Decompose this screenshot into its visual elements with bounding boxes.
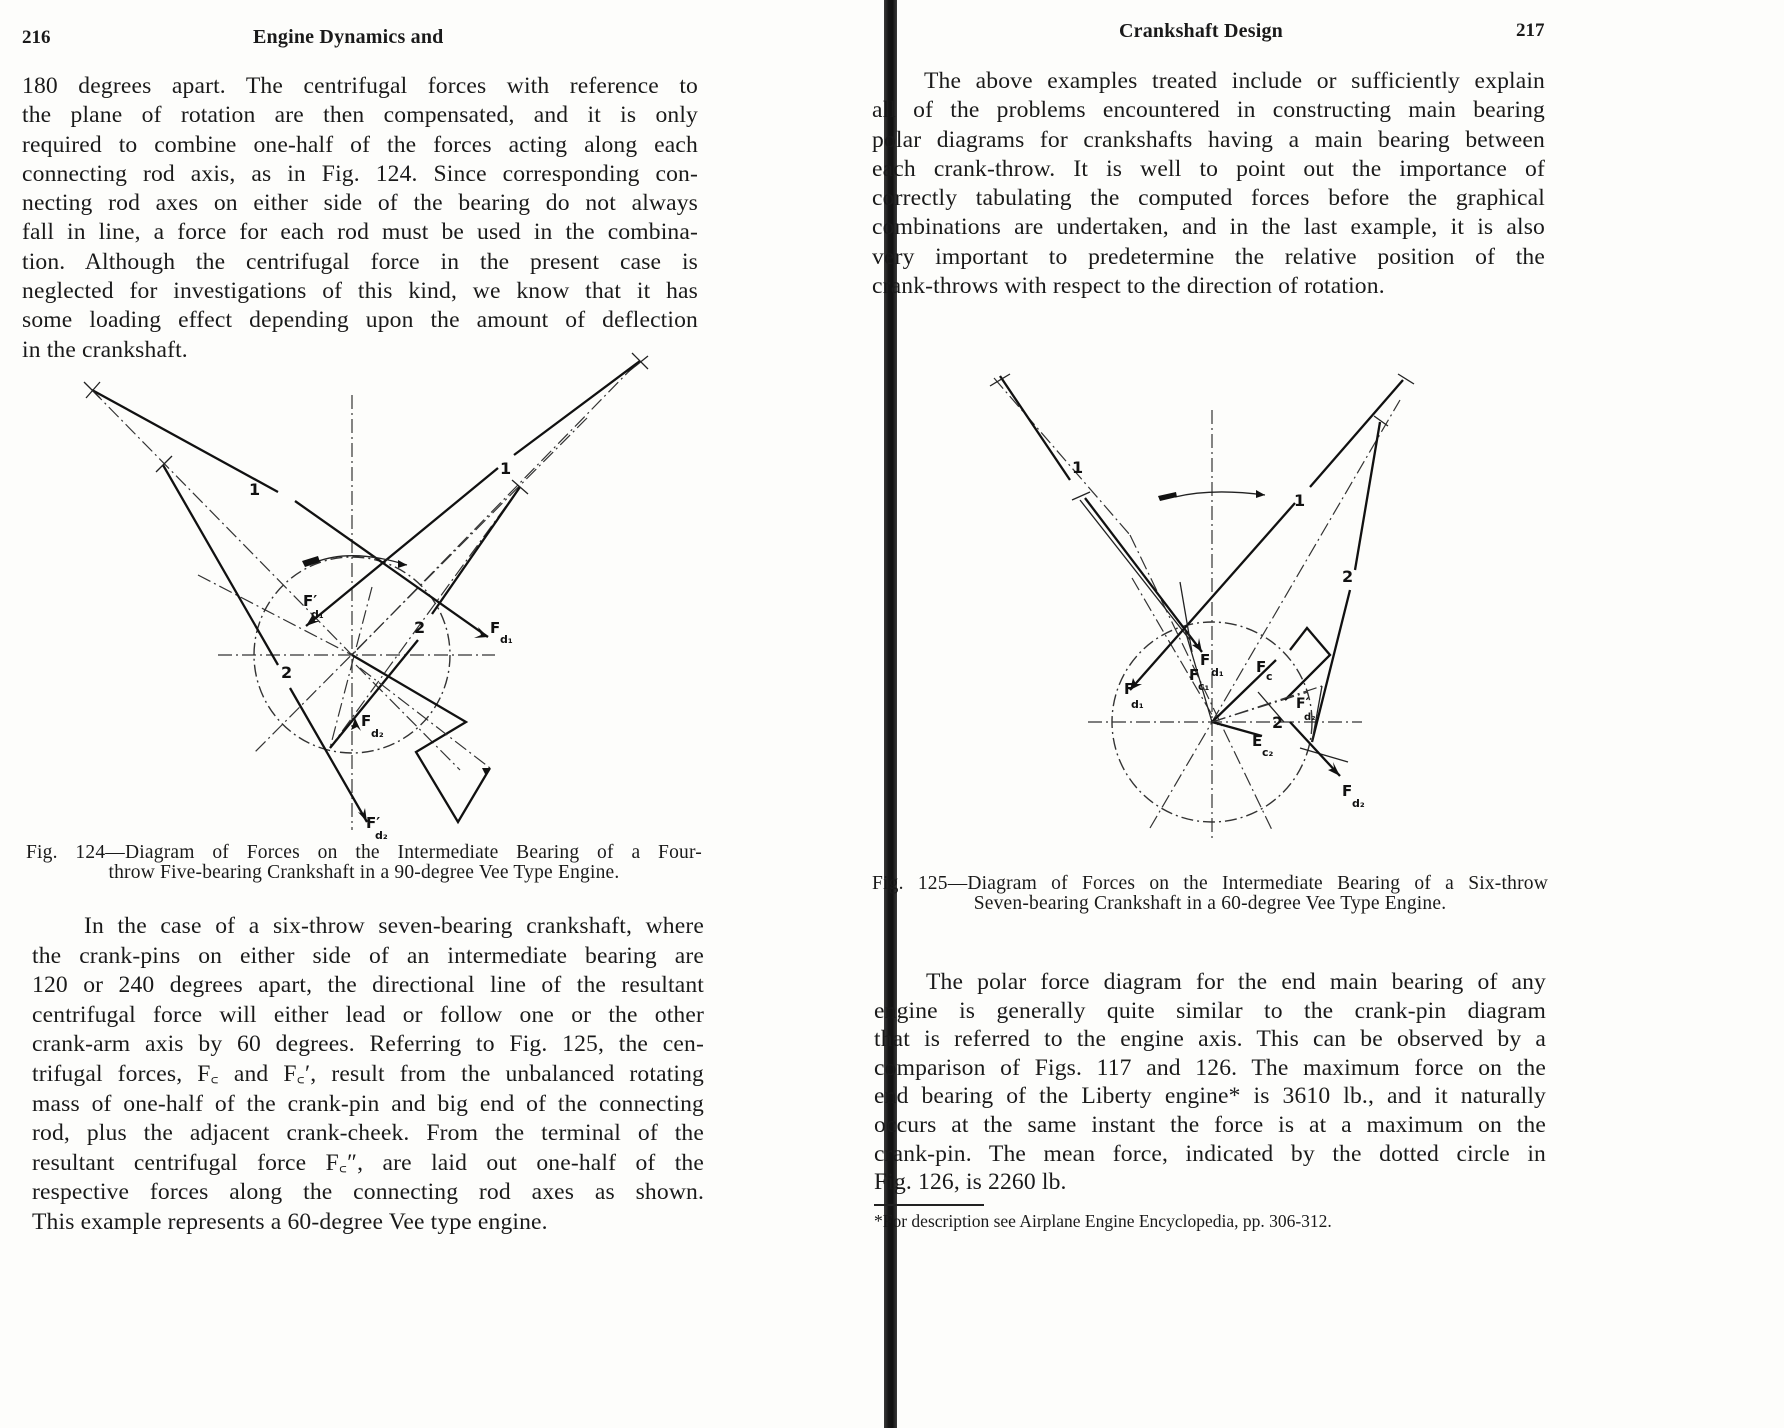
text-line: required to combine one-half of the forces acting along each bbox=[22, 131, 698, 158]
caption-line: throw Five-bearing Crankshaft in a 90-degree Vee Type Engine. bbox=[108, 862, 620, 883]
label-rod-2-center: 2 bbox=[1272, 713, 1284, 732]
text-line: correctly tabulating the computed forces before the graphical bbox=[872, 185, 1545, 212]
force-polygon bbox=[1285, 628, 1330, 700]
text-line: resultant centrifugal force F꜀″, are laid out one-half of the bbox=[32, 1149, 704, 1176]
label-fd1-prime: F′ bbox=[303, 592, 318, 610]
rotation-arrowhead bbox=[1256, 490, 1265, 498]
label-rod-1-right: 1 bbox=[500, 459, 512, 478]
fig125-geometry bbox=[990, 374, 1414, 842]
label-rod-2-left: 2 bbox=[281, 663, 293, 682]
label-fd2-prime-sub: d₂ bbox=[1304, 712, 1316, 723]
label-fc1-sub: c₁ bbox=[1198, 680, 1210, 693]
label-rod-1-left: 1 bbox=[249, 480, 261, 499]
paragraph-bottom-left bbox=[32, 912, 704, 1238]
text-line: The polar force diagram for the end main bearing of any bbox=[926, 969, 1546, 995]
text-line: polar diagrams for crankshafts having a main bearing between bbox=[872, 126, 1545, 153]
label-fd2: F bbox=[1342, 782, 1353, 800]
text-line: centrifugal force will either lead or follow one or the other bbox=[32, 1001, 704, 1028]
rod-1-right bbox=[514, 361, 640, 455]
label-fd2-prime-sub: d₂ bbox=[375, 829, 388, 842]
tick-mark bbox=[512, 480, 528, 494]
running-head-left: Engine Dynamics and bbox=[253, 26, 444, 48]
fig125-labels bbox=[1072, 458, 1365, 810]
rod-1-left-secondary bbox=[1080, 500, 1190, 640]
text-line: Fig. 126, is 2260 lb. bbox=[874, 1169, 1067, 1196]
caption-line: Seven-bearing Crankshaft in a 60-degree Vee Type Engine. bbox=[973, 893, 1447, 914]
construction-line bbox=[994, 378, 1130, 535]
rod-1-left-force bbox=[295, 501, 488, 637]
figure-125-caption bbox=[872, 874, 1548, 914]
label-fd1-prime-sub: d₁ bbox=[1131, 698, 1144, 711]
label-fd2-prime: F′ bbox=[366, 814, 381, 832]
fig124-geometry bbox=[84, 353, 648, 830]
label-fd2-sub: d₂ bbox=[1352, 797, 1365, 810]
text-line: the plane of rotation are then compensated, and it is only bbox=[22, 102, 698, 129]
resultant-line bbox=[360, 668, 490, 768]
text-line: tion. Although the centrifugal force in the present case is bbox=[22, 248, 698, 275]
text-line: some loading effect depending upon the amount of deflection bbox=[22, 307, 698, 334]
text-line: This example represents a 60-degree Vee type engine. bbox=[32, 1208, 548, 1235]
text-line: trifugal forces, F꜀ and F꜀′, result from the unbalanced rotating bbox=[32, 1060, 704, 1087]
label-ec2-sub: c₂ bbox=[1262, 746, 1274, 759]
label-fd2: F bbox=[361, 712, 372, 730]
construction-line bbox=[255, 418, 587, 752]
rod-2-left-force bbox=[290, 688, 367, 822]
label-fd2-sub: d₂ bbox=[371, 727, 384, 740]
text-line: end bearing of the Liberty engine* is 3610 lb., and it naturally bbox=[874, 1083, 1546, 1110]
rod-2-left bbox=[163, 465, 278, 665]
rod-1-left bbox=[1000, 376, 1070, 480]
tick-mark bbox=[156, 456, 172, 472]
text-line: fall in line, a force for each rod must be used in the combina- bbox=[22, 219, 698, 246]
construction-line bbox=[1212, 400, 1400, 722]
label-fc-sub: c bbox=[1266, 670, 1273, 683]
rod-1-left bbox=[92, 390, 278, 492]
page-number-217: 217 bbox=[1516, 20, 1545, 41]
text-line: neglected for investigations of this kind, we know that it has bbox=[22, 278, 698, 305]
text-line: crank-arm axis by 60 degrees. Referring to Fig. 125, the cen- bbox=[32, 1031, 704, 1058]
tick-mark bbox=[1072, 492, 1090, 500]
label-fc1: F bbox=[1189, 666, 1200, 684]
tick-mark bbox=[1374, 416, 1388, 426]
text-line: that is referred to the engine axis. This can be observed by a bbox=[874, 1026, 1546, 1053]
text-line: necting rod axes on either side of the bearing do not always bbox=[22, 190, 698, 217]
text-line: each crank-throw. It is well to point out the importance of bbox=[872, 155, 1545, 182]
label-rod-1-right: 1 bbox=[1294, 491, 1306, 510]
label-fd1-prime-sub: d₁ bbox=[311, 608, 324, 621]
label-fd1-sub: d₁ bbox=[500, 633, 513, 646]
construction-line bbox=[356, 665, 460, 770]
figure-124-caption bbox=[26, 843, 702, 883]
rod-2-right bbox=[432, 487, 520, 614]
text-line: in the crankshaft. bbox=[22, 336, 188, 363]
text-line: 120 or 240 degrees apart, the directional line of the resultant bbox=[32, 972, 704, 999]
rod-1-right bbox=[1310, 380, 1403, 487]
text-line: very important to predetermine the relative position of the bbox=[872, 243, 1545, 270]
label-fd1-prime: F bbox=[1124, 680, 1135, 698]
label-fd1: F bbox=[490, 619, 501, 637]
label-rod-2-right: 2 bbox=[1342, 567, 1354, 586]
text-line: 180 degrees apart. The centrifugal forces with reference to bbox=[22, 73, 698, 99]
label-fd1: F bbox=[1200, 651, 1211, 669]
text-line: comparison of Figs. 117 and 126. The maximum force on the bbox=[874, 1054, 1546, 1081]
text-line: mass of one-half of the crank-pin and big end of the connecting bbox=[32, 1090, 704, 1117]
label-rod-1-left: 1 bbox=[1072, 458, 1084, 477]
text-line: respective forces along the connecting rod axes as shown. bbox=[32, 1179, 704, 1206]
fc1-vector bbox=[1180, 582, 1192, 652]
construction-line bbox=[1150, 722, 1212, 828]
text-line: engine is generally quite similar to the crank-pin diagram bbox=[874, 997, 1546, 1024]
label-fd2-prime: F′ bbox=[1296, 696, 1310, 712]
label-fd1-sub: d₁ bbox=[1211, 666, 1224, 679]
text-line: the crank-pins on either side of an intermediate bearing are bbox=[32, 942, 704, 969]
rotation-arc bbox=[1175, 492, 1265, 497]
text-line: connecting rod axis, as in Fig. 124. Since corresponding con- bbox=[22, 160, 698, 187]
caption-line: Fig. 124—Diagram of Forces on the Intermediate Bearing of a Four- bbox=[26, 842, 702, 863]
label-fc: F bbox=[1256, 658, 1267, 676]
rod-1-right-force bbox=[306, 468, 498, 626]
fig124-labels bbox=[249, 459, 513, 842]
construction-line bbox=[198, 575, 352, 655]
text-line: all of the problems encountered in constructing main bearing bbox=[872, 97, 1545, 124]
label-ec2: E bbox=[1252, 732, 1263, 750]
label-rod-2-right: 2 bbox=[414, 618, 426, 637]
page-number-216: 216 bbox=[22, 27, 51, 48]
left-page bbox=[0, 0, 880, 1428]
text-line: crank-pin. The mean force, indicated by the dotted circle in bbox=[874, 1140, 1546, 1167]
text-line: combinations are undertaken, and in the last example, it is also bbox=[872, 214, 1545, 241]
right-page bbox=[872, 0, 1784, 1428]
running-head-right: Crankshaft Design bbox=[1119, 20, 1283, 42]
paragraph-bottom-right bbox=[874, 968, 1546, 1197]
rotation-feather bbox=[1158, 492, 1177, 501]
rod-2-right bbox=[1355, 422, 1380, 570]
text-line: rod, plus the adjacent crank-cheek. From the terminal of the bbox=[32, 1120, 704, 1147]
text-line: occurs at the same instant the force is at a maximum on the bbox=[874, 1111, 1546, 1138]
footnote-rule bbox=[874, 1204, 984, 1206]
text-line: In the case of a six-throw seven-bearing crankshaft, where bbox=[84, 913, 704, 939]
footnote: *For description see Airplane Engine Encyclopedia, pp. 306-312. bbox=[874, 1211, 1332, 1231]
caption-line: Fig. 125—Diagram of Forces on the Intermediate Bearing of a Six-throw bbox=[872, 873, 1548, 894]
text-line: crank-throws with respect to the direction of rotation. bbox=[872, 273, 1385, 300]
text-line: The above examples treated include or sufficiently explain bbox=[924, 68, 1545, 94]
